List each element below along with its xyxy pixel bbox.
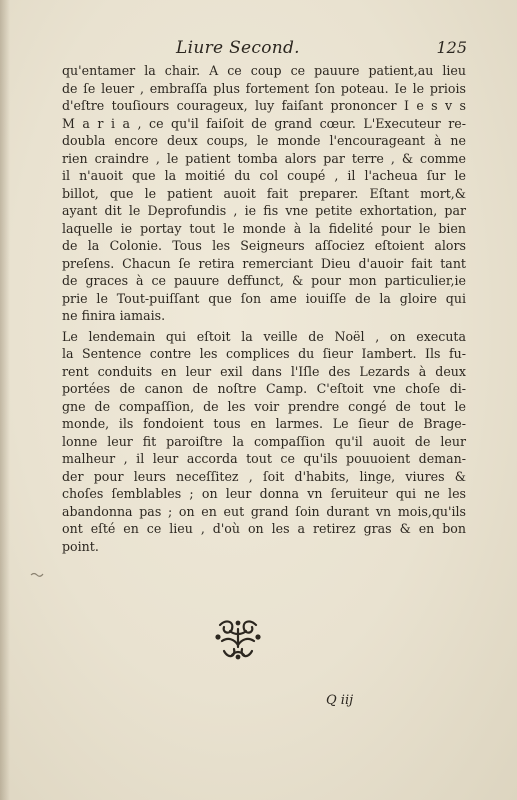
text-line: lonne leur fit paroiſtre la compaſſion qu'il auoit de leur xyxy=(62,433,466,449)
body-text xyxy=(62,62,466,555)
text-line: monde, ils fondoient tous en larmes. Le ſieur de Brage- xyxy=(62,416,466,431)
text-line: abandonna pas ; on en eut grand ſoin durant vn mois,qu'ils xyxy=(62,503,466,519)
text-line: il n'auoit que la moitié du col coupé , il l'acheua ſur le xyxy=(62,168,466,183)
gutter-shadow xyxy=(0,0,10,800)
fleuron-ornament-icon xyxy=(212,617,264,661)
page-number: 125 xyxy=(436,38,467,57)
text-line: laquelle ie portay tout le monde à la fidelité pour le bien xyxy=(62,220,466,236)
text-line: billot, que le patient auoit fait preparer. Eſtant mort,& xyxy=(62,185,466,201)
text-line: portées de canon de noſtre Camp. C'eſtoit vne choſe di- xyxy=(62,381,466,396)
text-line: ont eſté en ce lieu , d'où on les a retirez gras & en bon xyxy=(62,521,466,536)
text-line: doubla encore deux coups, le monde l'encourageant à ne xyxy=(62,133,466,148)
text-line: point. xyxy=(62,538,99,554)
text-line: M a r i a , ce qu'il faiſoit de grand cœur. L'Executeur re- xyxy=(62,115,466,131)
text-line: rien craindre , le patient tomba alors par terre , & comme xyxy=(62,150,466,166)
ink-speck xyxy=(30,570,46,580)
text-line: Le lendemain qui eſtoit la veille de Noël , on executa xyxy=(62,328,466,344)
running-title: Liure Second. xyxy=(176,38,300,58)
text-line: ne finira iamais. xyxy=(62,308,166,323)
text-line: de la Colonie. Tous les Seigneurs aſſociez eſtoient alors xyxy=(62,238,466,253)
text-line: de ſe leuer , embraſſa plus fortement ſon poteau. Ie le priois xyxy=(62,80,466,96)
text-line: choſes ſemblables ; on leur donna vn ſeruiteur qui ne les xyxy=(62,486,466,501)
page-header xyxy=(64,38,467,64)
signature-mark: Q iij xyxy=(326,693,354,708)
paragraph-1 xyxy=(62,62,466,325)
text-line: der pour leurs neceſſitez , ſoit d'habits, linge, viures & xyxy=(62,468,466,484)
text-line: rent conduits en leur exil dans l'Iſle des Lezards à deux xyxy=(62,363,466,379)
text-line: prie le Tout-puiſſant que ſon ame iouiſſe de la gloire qui xyxy=(62,290,466,306)
text-line: la Sentence contre les complices du ſieur Iambert. Ils fu- xyxy=(62,346,466,361)
paragraph-2 xyxy=(62,328,466,556)
text-line: gne de compaſſion, de les voir prendre congé de tout le xyxy=(62,398,466,414)
text-line: de graces à ce pauure deffunct, & pour mon particulier,ie xyxy=(62,273,466,288)
text-line: ayant dit le Deprofundis , ie fis vne petite exhortation, par xyxy=(62,203,466,218)
text-line: qu'entamer la chair. A ce coup ce pauure patient,au lieu xyxy=(62,63,466,78)
text-line: d'eſtre touſiours courageux, luy faiſant prononcer I e s v s xyxy=(62,98,466,113)
text-line: preſens. Chacun ſe retira remerciant Dieu d'auoir fait tant xyxy=(62,255,466,271)
text-line: malheur , il leur accorda tout ce qu'ils pouuoient deman- xyxy=(62,451,466,466)
